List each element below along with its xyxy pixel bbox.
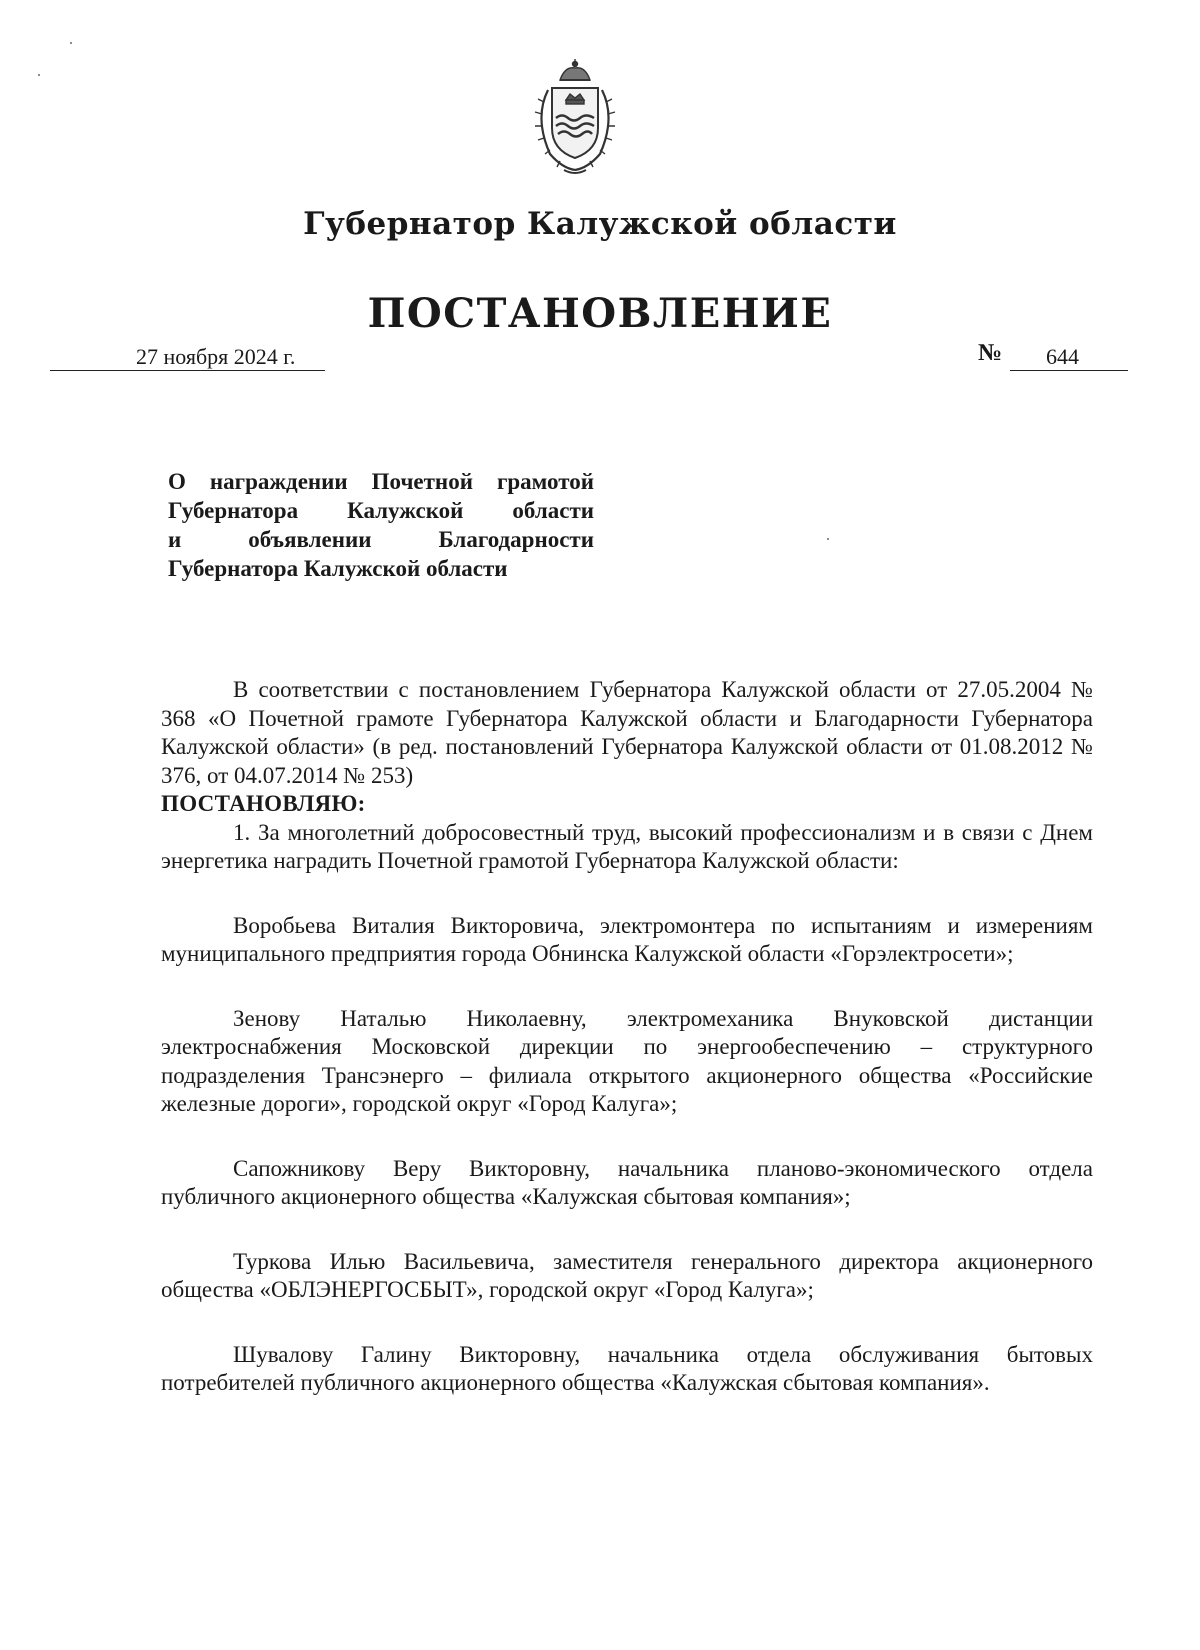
subject-line: и объявлении Благодарности [168, 527, 594, 552]
awardee-paragraph: Сапожникову Веру Викторовну, начальника планово-экономического отдела публичного акционерного общества «Калужская сбытовая компания»; [161, 1155, 1093, 1209]
document-body [161, 676, 1093, 1398]
scan-speck [827, 538, 829, 540]
document-date: 27 ноября 2024 г. [136, 344, 296, 369]
subject-line: Губернатора Калужской области [168, 556, 508, 581]
awardee-paragraph: Воробьева Виталия Викторовича, электромонтера по испытаниям и измерениям муниципального предприятия города Обнинска Калужской области «Горэлектросети»; [161, 912, 1093, 966]
item-1-paragraph: 1. За многолетний добросовестный труд, высокий профессионализм и в связи с Днем энергетика наградить Почетной грамотой Губернатора Калужской области: [161, 819, 1093, 873]
kaluga-coat-of-arms-icon [520, 58, 630, 178]
subject-line: Губернатора Калужской области [168, 498, 594, 523]
awardee-paragraph: Шувалову Галину Викторовну, начальника отдела обслуживания бытовых потребителей публичного акционерного общества «Калужская сбытовая компания». [161, 1341, 1093, 1395]
preamble-paragraph: В соответствии с постановлением Губернатора Калужской области от 27.05.2004 № 368 «О Почетной грамоте Губернатора Калужской области и Благодарности Губернатора Калужской области» (в ред. постановлений Губернатора Калужской области от 01.08.2012 № 376, от 04.07.2014 № 253) [161, 677, 1093, 788]
scan-speck [38, 74, 40, 76]
document-date-field [50, 342, 325, 371]
awardee-paragraph: Туркова Илью Васильевича, заместителя генерального директора акционерного общества «ОБЛЭНЕРГОСБЫТ», городской округ «Город Калуга»; [161, 1248, 1093, 1302]
decree-word: ПОСТАНОВЛЯЮ: [161, 791, 366, 816]
issuing-authority: Губернатор Калужской области [303, 206, 897, 242]
document-number: 644 [1046, 344, 1079, 369]
number-sign: № [978, 340, 1003, 366]
awardee-paragraph: Зенову Наталью Николаевну, электромеханика Внуковской дистанции электроснабжения Московской дирекции по энергообеспечению – структурного подразделения Трансэнерго – филиала открытого акционерного общества «Российские железные дороги», городской округ «Город Калуга»; [161, 1005, 1093, 1116]
subject-line: О награждении Почетной грамотой [168, 469, 594, 494]
document-type-title: ПОСТАНОВЛЕНИЕ [367, 290, 833, 337]
document-number-field [1010, 342, 1128, 371]
document-subject [168, 467, 594, 583]
scan-speck [70, 42, 72, 44]
